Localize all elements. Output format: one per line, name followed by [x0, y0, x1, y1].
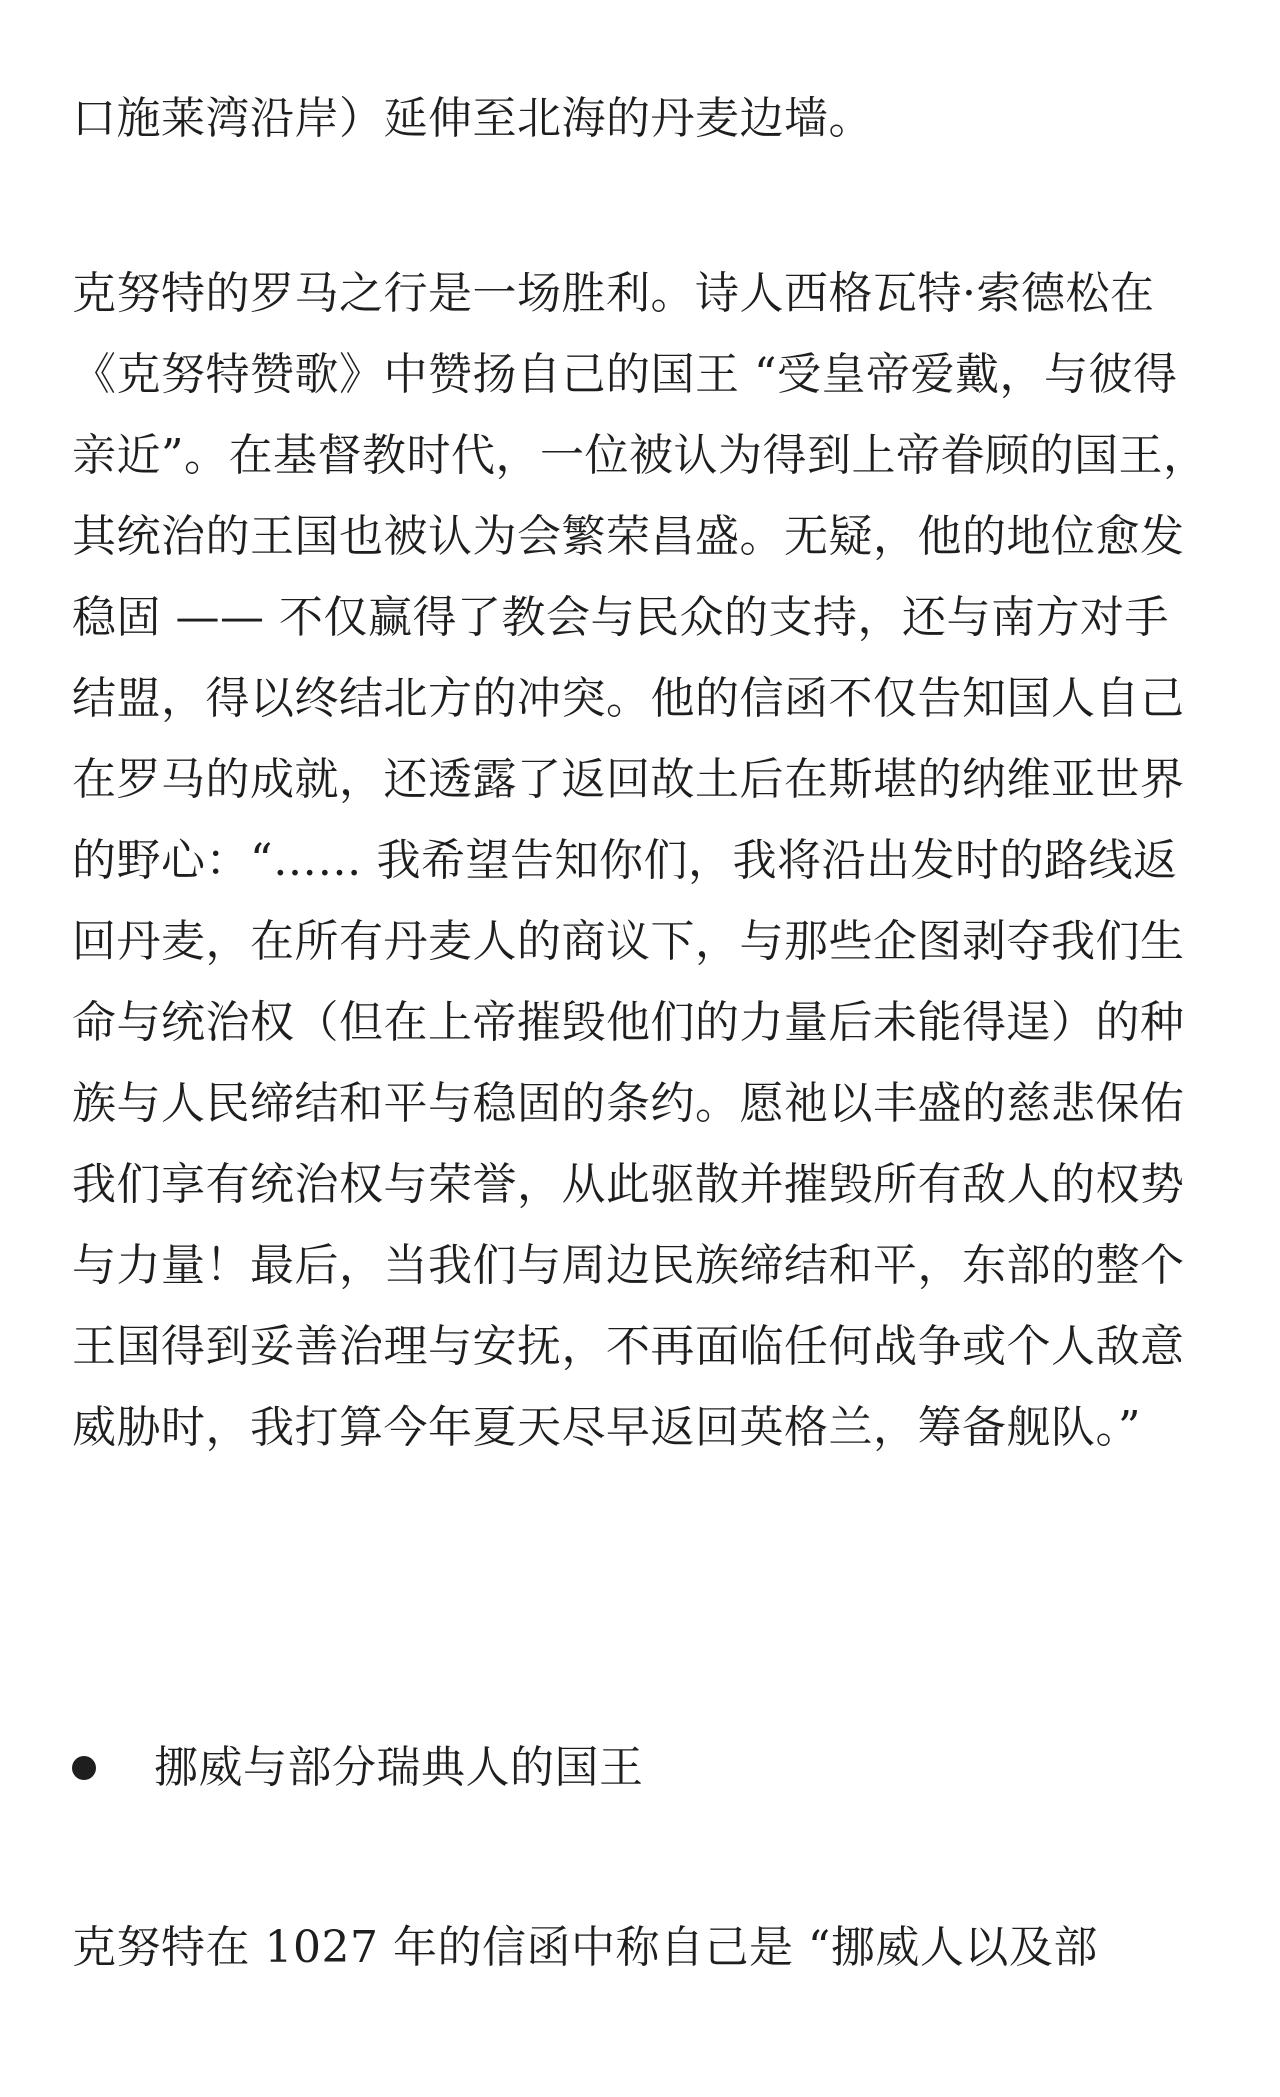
paragraph-continuation: 口施莱湾沿岸）延伸至北海的丹麦边墙。 [72, 93, 873, 144]
paragraph-norway: 克努特在 1027 年的信函中称自己是 “挪威人以及部 [72, 1922, 1098, 1973]
section-bullet-item [72, 1727, 1212, 1808]
bullet-icon [72, 1756, 96, 1780]
paragraph-rome-journey: 克努特的罗马之行是一场胜利。诗人西格瓦特·索德松在《克努特赞歌》中赞扬自己的国王 “受皇帝爱戴，与彼得亲近”。在基督教时代，一位被认为得到上帝眷顾的国王，其统治的王国也被认为会繁荣昌盛。无疑，他的地位愈发稳固 —— 不仅赢得了教会与民众的支持，还与南方对手结盟，得以终结北方的冲突。他的信函不仅告知国人自己在罗马的成就，还透露了返回故土后在斯堪的纳维亚世界的野心：“…… 我希望告知你们，我将沿出发时的路线返回丹麦，在所有丹麦人的商议下，与那些企图剥夺我们生命与统治权（但在上帝摧毁他们的力量后未能得逞）的种族与人民缔结和平与稳固的条约。愿祂以丰盛的慈悲保佑我们享有统治权与荣誉，从此驱散并摧毁所有敌人的权势与力量！最后，当我们与周边民族缔结和平，东部的整个王国得到妥善治理与安抚，不再面临任何战争或个人敌意威胁时，我打算今年夏天尽早返回英格兰，筹备舰队。” [72, 268, 1208, 1453]
section-heading: 挪威与部分瑞典人的国王 [154, 1742, 644, 1793]
